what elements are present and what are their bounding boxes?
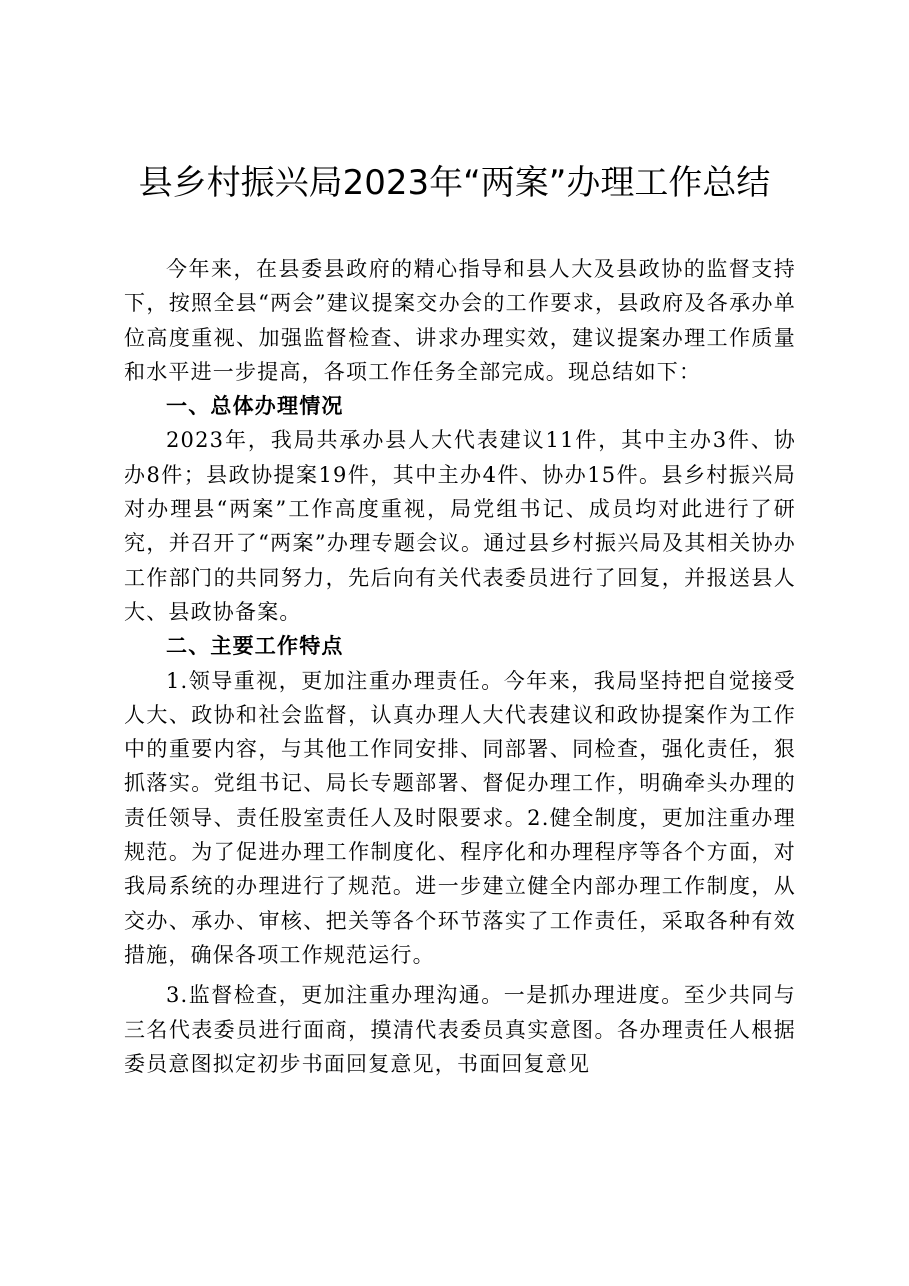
document-title: 县乡村振兴局2023年“两案”办理工作总结 <box>138 163 771 203</box>
section-heading-overall: 一、总体办理情况 <box>166 394 344 419</box>
section-overall-paragraph: 2023年，我局共承办县人大代表建议11件，其中主办3件、协办8件；县政协提案19件，其中主办4件、协办15件。县乡村振兴局对办理县“两案”工作高度重视，局党组书记、成员均对此进行了研究，并召开了“两案”办理专题会议。通过县乡村振兴局及其相关协办工作部门的共同努力，先后向有关代表委员进行了回复，并报送县人大、县政协备案。 <box>124 428 796 624</box>
features-paragraph-1: 1.领导重视，更加注重办理责任。今年来，我局坚持把自觉接受人大、政协和社会监督，认真办理人大代表建议和政协提案作为工作中的重要内容，与其他工作同安排、同部署、同检查，强化责任，狠抓落实。党组书记、局长专题部署、督促办理工作，明确牵头办理的责任领导、责任股室责任人及时限要求。2.健全制度，更加注重办理规范。为了促进办理工作制度化、程序化和办理程序等各个方面，对我局系统的办理进行了规范。进一步建立健全内部办理工作制度，从交办、承办、审核、把关等各个环节落实了工作责任，采取各种有效措施，确保各项工作规范运行。 <box>124 668 796 967</box>
section-heading-features: 二、主要工作特点 <box>166 634 344 659</box>
features-paragraph-2: 3.监督检查，更加注重办理沟通。一是抓办理进度。至少共同与三名代表委员进行面商，摸清代表委员真实意图。各办理责任人根据委员意图拟定初步书面回复意见，书面回复意见 <box>124 983 796 1076</box>
intro-paragraph: 今年来，在县委县政府的精心指导和县人大及县政协的监督支持下，按照全县“两会”建议提案交办会的工作要求，县政府及各承办单位高度重视、加强监督检查、讲求办理实效，建议提案办理工作质量和水平进一步提高，各项工作任务全部完成。现总结如下： <box>124 257 796 384</box>
document-body <box>124 252 796 1081</box>
